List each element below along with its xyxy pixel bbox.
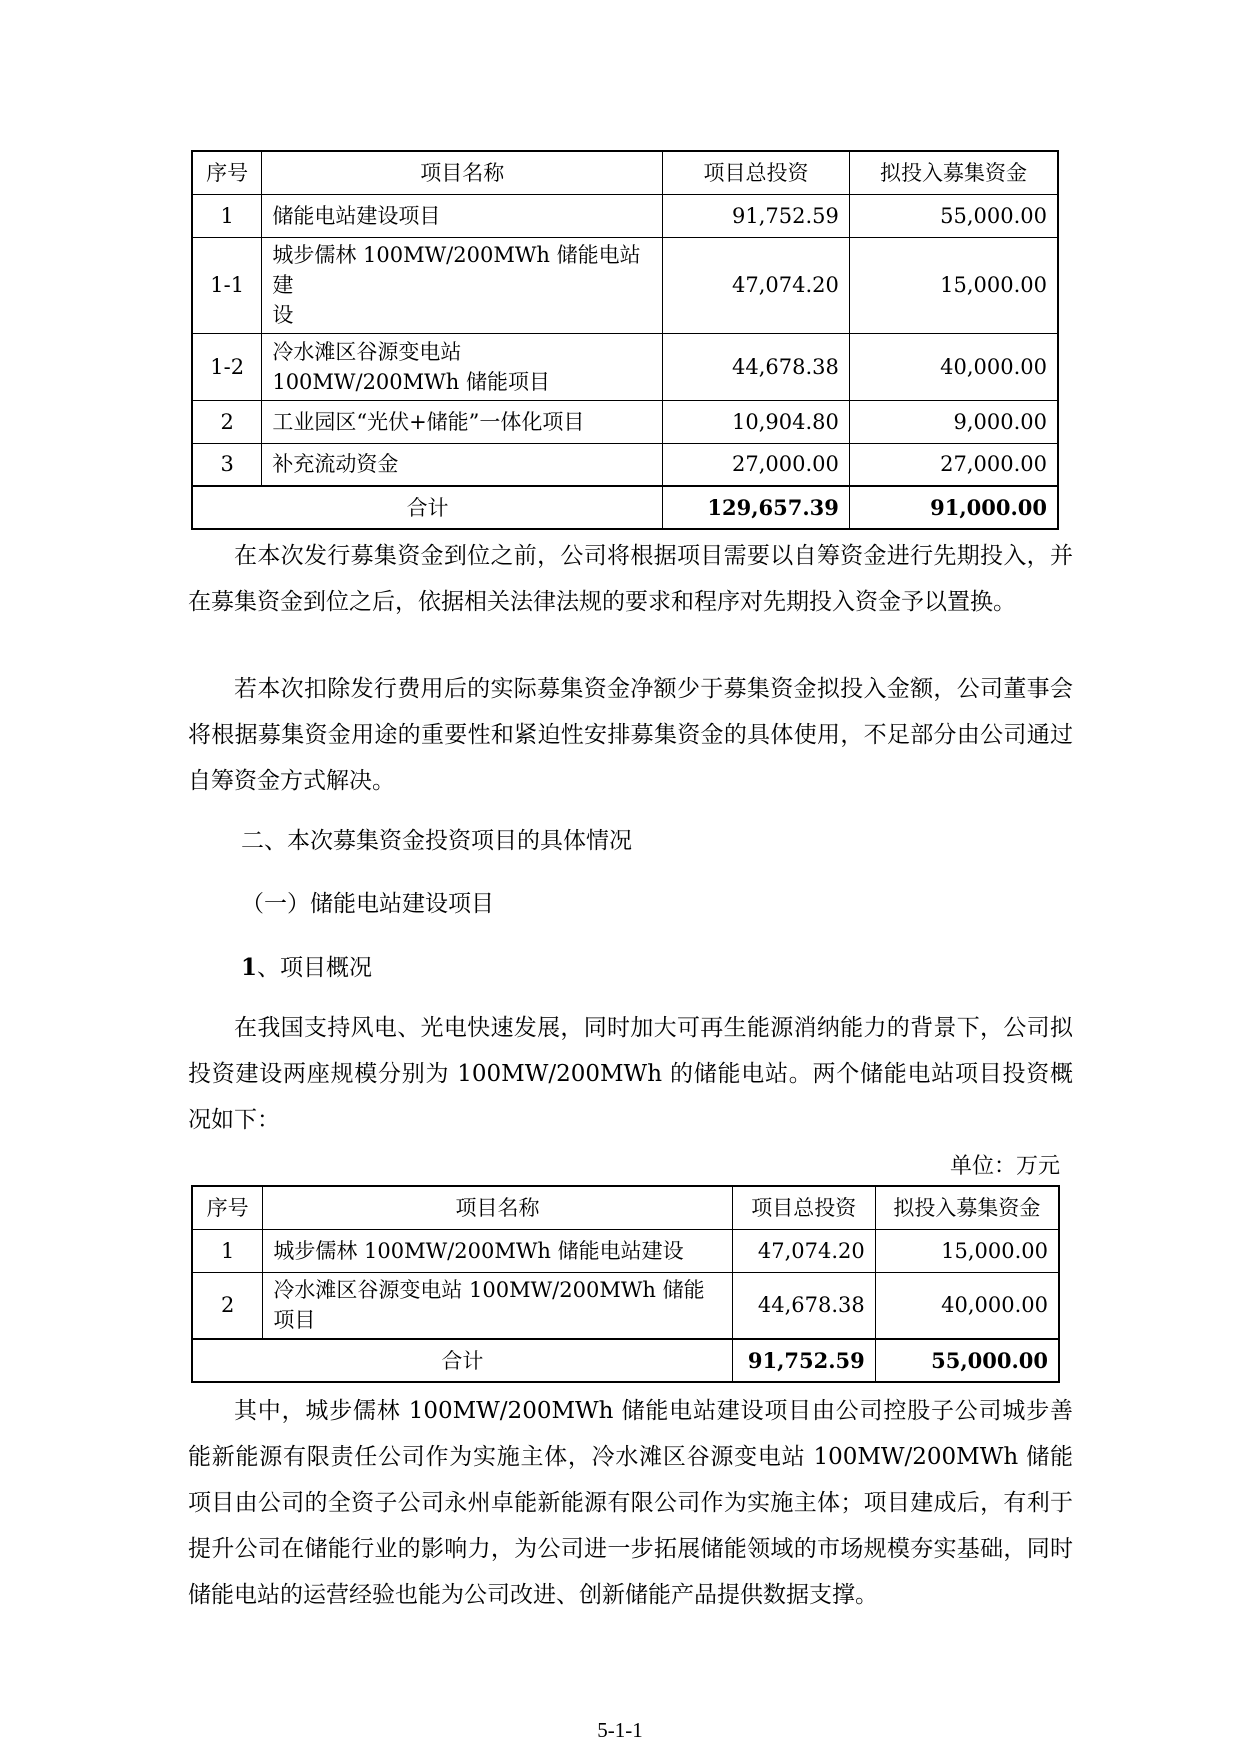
total-label: 合计 [192,486,663,529]
row-name: 城步儒林 100MW/200MWh 储能电站建设 [263,1229,732,1272]
page-number: 5-1-1 [597,1718,643,1742]
table-header-row [192,1186,1059,1229]
row-no: 1 [192,1229,263,1272]
row-raised: 40,000.00 [849,333,1058,400]
table-total-row [192,1339,1059,1382]
row-name: 补充流动资金 [262,443,663,486]
row-name: 冷水滩区谷源变电站 100MW/200MWh 储能项目 [263,1272,732,1339]
total-total: 129,657.39 [663,486,850,529]
header-no: 序号 [192,1186,263,1229]
row-no: 2 [192,400,262,443]
row-name: 冷水滩区谷源变电站 100MW/200MWh 储能项目 [262,333,663,400]
row-raised: 27,000.00 [849,443,1058,486]
header-raised: 拟投入募集资金 [875,1186,1059,1229]
paragraph-implementation: 其中，城步儒林 100MW/200MWh 储能电站建设项目由公司控股子公司城步善能新能源有限责任公司作为实施主体，冷水滩区谷源变电站 100MW/200MWh 储能项目由公司的全资子公司永州卓能新能源有限公司作为实施主体；项目建成后，有利于提升公司在储能行业的影响力，为公司进一步拓展储能领域的市场规模夯实基础，同时储能电站的运营经验也能为公司改进、创新储能产品提供数据支撑。 [188,1398,1073,1608]
investment-table-storage [191,1185,1060,1383]
table-row [192,400,1058,443]
row-total: 27,000.00 [663,443,850,486]
table-row [192,1229,1059,1272]
item-heading-text: 、项目概况 [257,955,373,981]
row-total: 10,904.80 [663,400,850,443]
row-total: 91,752.59 [663,194,850,237]
row-name: 城步儒林 100MW/200MWh 储能电站建 设 [262,237,663,333]
table-row [192,443,1058,486]
row-total: 47,074.20 [732,1229,875,1272]
row-raised: 40,000.00 [875,1272,1059,1339]
row-no: 1-1 [192,237,262,333]
table-row [192,194,1058,237]
header-no: 序号 [192,151,262,194]
header-total: 项目总投资 [663,151,850,194]
header-name: 项目名称 [262,151,663,194]
header-raised: 拟投入募集资金 [849,151,1058,194]
row-no: 1-2 [192,333,262,400]
item-heading [241,953,372,983]
total-label: 合计 [192,1339,732,1382]
row-total: 47,074.20 [663,237,850,333]
table-header-row [192,151,1058,194]
row-no: 2 [192,1272,263,1339]
investment-table-main [191,150,1059,530]
paragraph-shortfall: 若本次扣除发行费用后的实际募集资金净额少于募集资金拟投入金额，公司董事会将根据募集资金用途的重要性和紧迫性安排募集资金的具体使用，不足部分由公司通过自筹资金方式解决。 [188,676,1073,794]
total-total: 91,752.59 [732,1339,875,1382]
row-raised: 9,000.00 [849,400,1058,443]
row-raised: 55,000.00 [849,194,1058,237]
paragraph-prefunding: 在本次发行募集资金到位之前，公司将根据项目需要以自筹资金进行先期投入，并在募集资金到位之后，依据相关法律法规的要求和程序对先期投入资金予以置换。 [188,543,1073,615]
table-total-row [192,486,1058,529]
row-name: 储能电站建设项目 [262,194,663,237]
row-raised: 15,000.00 [849,237,1058,333]
table-row [192,237,1058,333]
section-heading: 二、本次募集资金投资项目的具体情况 [241,828,632,854]
row-no: 3 [192,443,262,486]
total-raised: 55,000.00 [875,1339,1059,1382]
row-total: 44,678.38 [732,1272,875,1339]
item-heading-number: 1 [241,954,258,981]
unit-label: 单位：万元 [949,1154,1060,1179]
header-name: 项目名称 [263,1186,732,1229]
subsection-heading: （一）储能电站建设项目 [241,891,494,917]
paragraph-overview: 在我国支持风电、光电快速发展，同时加大可再生能源消纳能力的背景下，公司拟投资建设两座规模分别为 100MW/200MWh 的储能电站。两个储能电站项目投资概况如下： [188,1015,1073,1133]
row-name: 工业园区“光伏+储能”一体化项目 [262,400,663,443]
row-no: 1 [192,194,262,237]
total-raised: 91,000.00 [849,486,1058,529]
table-row [192,1272,1059,1339]
row-total: 44,678.38 [663,333,850,400]
row-raised: 15,000.00 [875,1229,1059,1272]
header-total: 项目总投资 [732,1186,875,1229]
table-row [192,333,1058,400]
